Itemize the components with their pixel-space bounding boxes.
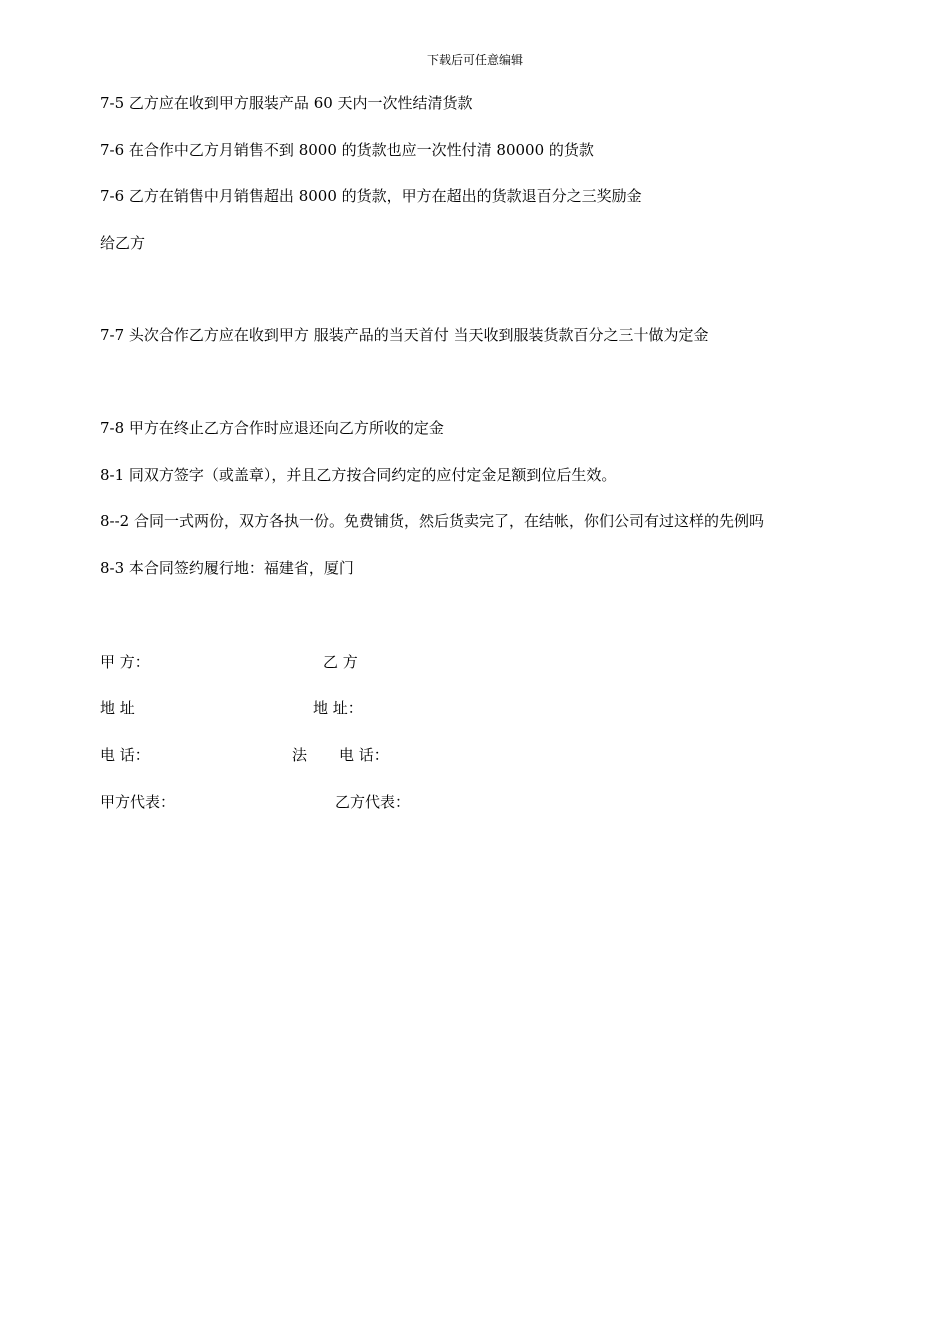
clause-8-3: 8-3 本合同签约履行地：福建省，厦门 — [100, 559, 354, 577]
clause-8-2: 8--2 合同一式两份，双方各执一份。免费铺货，然后货卖完了，在结帐，你们公司有过这样的先例吗 — [100, 512, 764, 530]
party-b-phone-label: 电 话： — [339, 746, 389, 764]
page-header: 下载后可任意编辑 — [426, 53, 523, 67]
party-b-representative-label: 乙方代表： — [335, 793, 411, 811]
party-a-address-label: 地 址 — [100, 699, 135, 717]
clause-7-5: 7-5 乙方应在收到甲方服装产品 60 天内一次性结清货款 — [100, 94, 473, 112]
party-a-label: 甲 方： — [100, 653, 150, 671]
party-a-representative-label: 甲方代表： — [100, 793, 176, 811]
party-b-label: 乙 方 — [323, 653, 358, 671]
clause-7-7: 7-7 头次合作乙方应在收到甲方 服装产品的当天首付 当天收到服装货款百分之三十做为定金 — [100, 326, 709, 344]
party-a-phone-label: 电 话： — [100, 746, 150, 764]
clause-7-6b: 7-6 乙方在销售中月销售超出 8000 的货款，甲方在超出的货款退百分之三奖励金 — [100, 187, 642, 205]
clause-8-1: 8-1 同双方签字（或盖章），并且乙方按合同约定的应付定金足额到位后生效。 — [100, 466, 617, 484]
legal-label: 法 — [292, 746, 308, 764]
clause-7-6b-continuation: 给乙方 — [100, 234, 146, 252]
clause-7-8: 7-8 甲方在终止乙方合作时应退还向乙方所收的定金 — [100, 419, 444, 437]
party-b-address-label: 地 址： — [313, 699, 363, 717]
clause-7-6a: 7-6 在合作中乙方月销售不到 8000 的货款也应一次性付清 80000 的货款 — [100, 141, 594, 159]
